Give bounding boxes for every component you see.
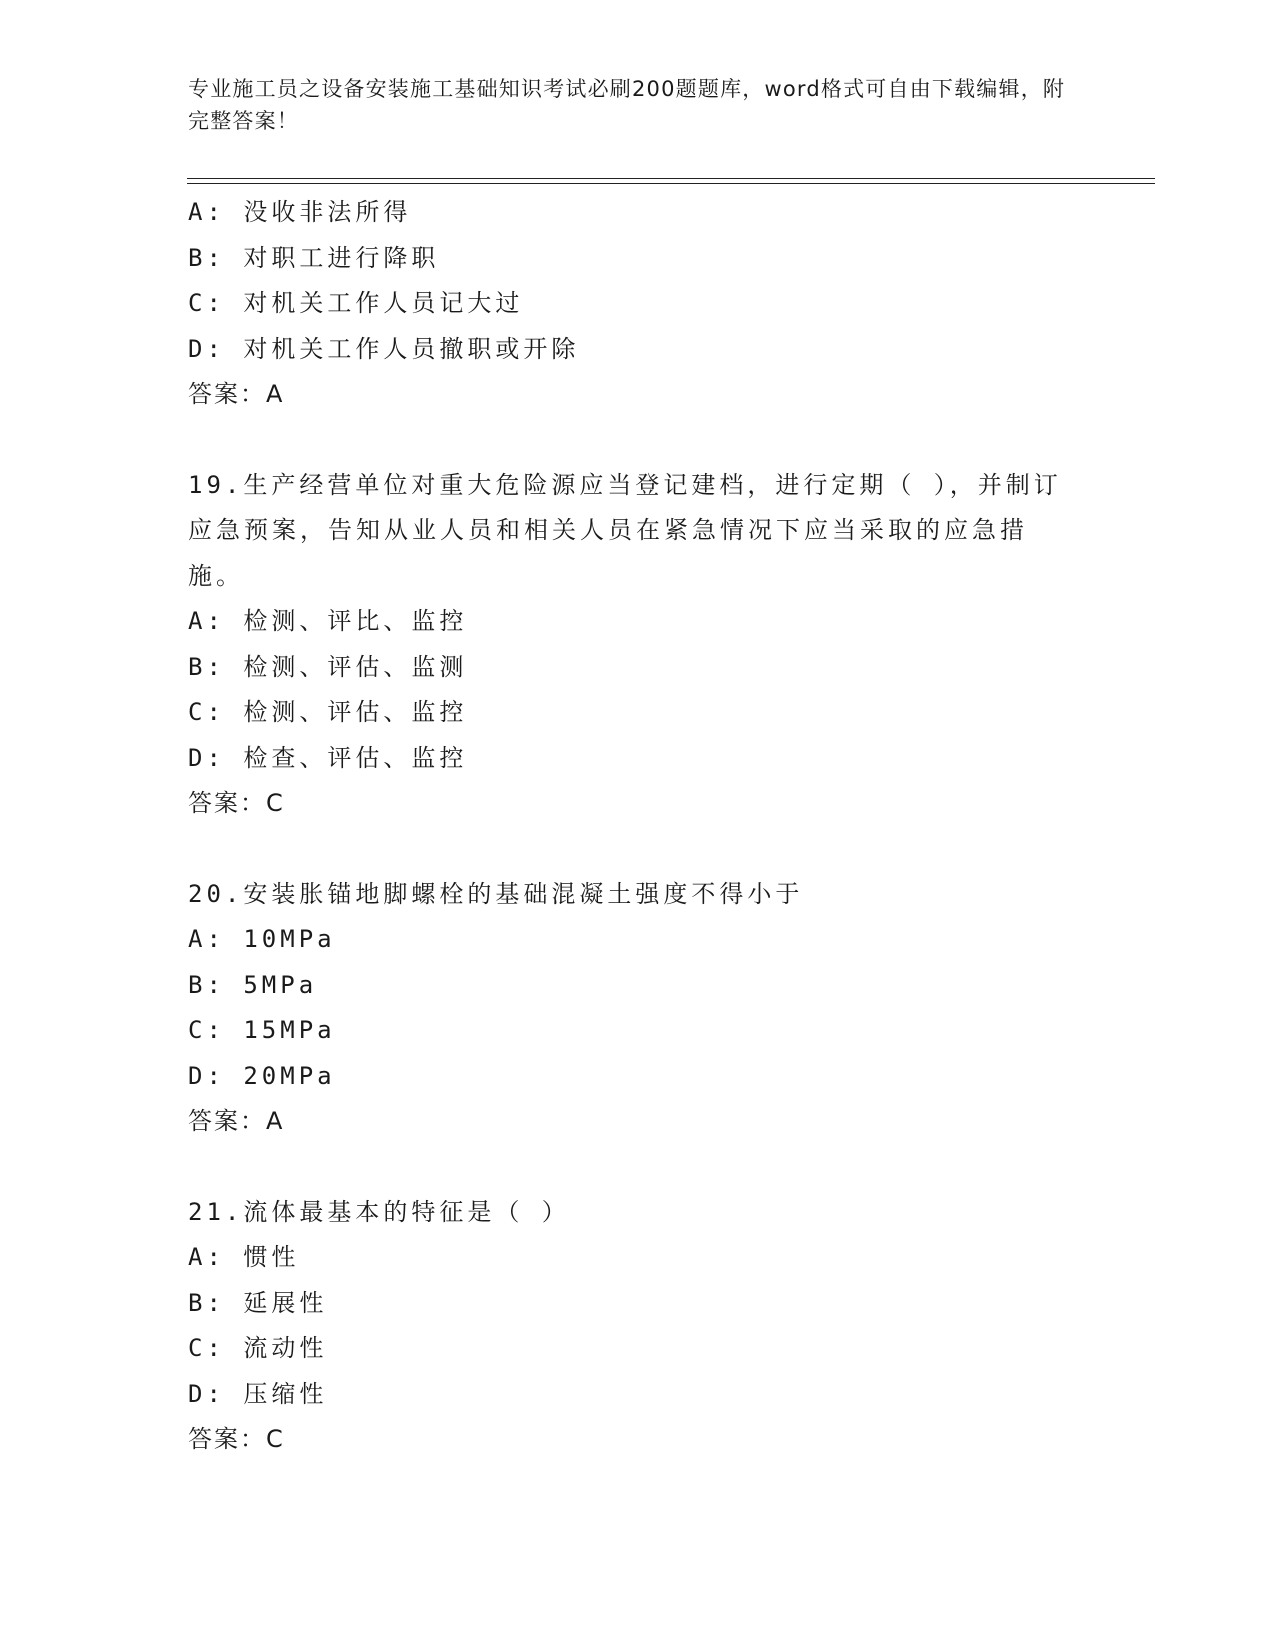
option-c: C: 检测、评估、监控: [188, 698, 468, 726]
option-d: D: 压缩性: [188, 1379, 328, 1408]
option-c: C: 对机关工作人员记大过: [188, 289, 524, 317]
header-divider-top: [187, 178, 1155, 179]
option-b: B: 延展性: [188, 1288, 328, 1317]
option-d: D: 检查、评估、监控: [188, 743, 468, 772]
question-20: [188, 872, 1088, 1145]
option-d: D: 20MPa: [188, 1061, 336, 1090]
question-19: [188, 463, 1088, 827]
question-spacer: [188, 1145, 1088, 1190]
answer-line: 答案：C: [188, 789, 285, 817]
document-header: 专业施工员之设备安装施工基础知识考试必刷200题题库，word格式可自由下载编辑，附完整答案！: [188, 77, 1066, 133]
question-spacer: [188, 827, 1088, 872]
answer-line: 答案：A: [188, 1107, 285, 1135]
option-b: B: 5MPa: [188, 970, 318, 999]
option-c: C: 15MPa: [188, 1016, 336, 1044]
option-a: A: 惯性: [188, 1243, 300, 1271]
document-body: [188, 190, 1088, 1463]
option-d: D: 对机关工作人员撤职或开除: [188, 334, 580, 363]
question-stem: 21.流体最基本的特征是（ ）: [188, 1197, 570, 1226]
option-a: A: 10MPa: [188, 925, 336, 953]
option-a: A: 没收非法所得: [188, 198, 412, 226]
header-divider-bottom: [187, 183, 1155, 184]
question-spacer: [188, 418, 1088, 463]
question-stem: 19.生产经营单位对重大危险源应当登记建档，进行定期（ ），并制订应急预案，告知从业人员和相关人员在紧急情况下应当采取的应急措施。: [188, 470, 1062, 590]
option-c: C: 流动性: [188, 1334, 328, 1362]
answer-line: 答案：A: [188, 380, 285, 408]
answer-line: 答案：C: [188, 1425, 285, 1453]
option-b: B: 检测、评估、监测: [188, 652, 468, 681]
question-stem: 20.安装胀锚地脚螺栓的基础混凝土强度不得小于: [188, 879, 804, 908]
option-b: B: 对职工进行降职: [188, 243, 440, 272]
question-21: [188, 1190, 1088, 1463]
question-18-continuation: [188, 190, 1088, 418]
option-a: A: 检测、评比、监控: [188, 607, 468, 635]
